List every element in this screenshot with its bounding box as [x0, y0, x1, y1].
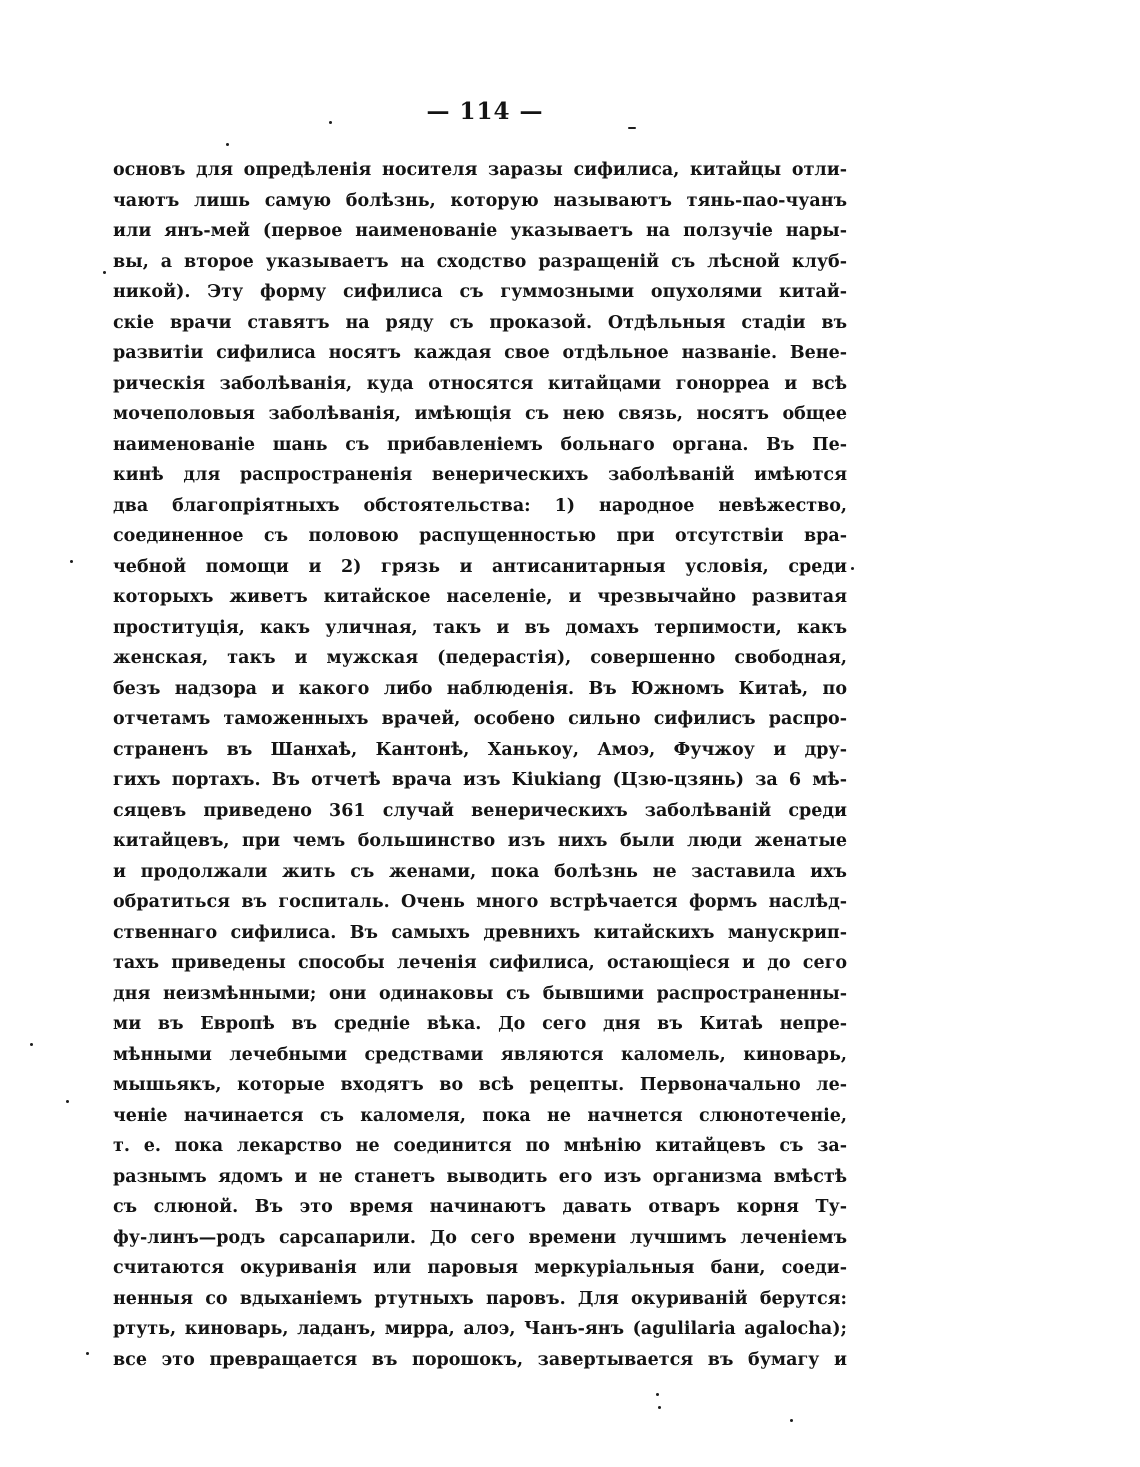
text-line: тахъ приведены способы леченія сифилиса, остающіеся и до сего	[113, 953, 847, 973]
text-line: разнымъ ядомъ и не станетъ выводить его изъ организма вмѣстѣ	[113, 1166, 847, 1187]
text-line: развитіи сифилиса носятъ каждая свое отдѣльное названіе. Вене-	[113, 343, 847, 363]
scan-speck	[70, 560, 73, 563]
text-line: вы, а второе указываетъ на сходство разращеній съ лѣсной клуб-	[113, 251, 847, 272]
body-text	[113, 155, 847, 1375]
page-number: — 114 —	[426, 98, 544, 125]
scan-speck	[628, 127, 636, 129]
text-line: обратиться въ госпиталь. Очень много встрѣчается формъ наслѣд-	[113, 892, 847, 912]
text-line: проституція, какъ уличная, такъ и въ домахъ терпимости, какъ	[113, 617, 847, 638]
text-line: кинѣ для распространенія венерическихъ заболѣваній имѣются	[113, 465, 847, 485]
text-line: дня неизмѣнными; они одинаковы съ бывшими распространенны-	[113, 983, 847, 1004]
text-line: ственнаго сифилиса. Въ самыхъ древнихъ китайскихъ манускрип-	[113, 922, 847, 943]
text-line: рическія заболѣванія, куда относятся китайцами гонорреа и всѣ	[113, 373, 847, 394]
text-line: мѣнными лечебными средствами являются каломель, киноварь,	[113, 1044, 847, 1065]
text-line: ненныя со вдыханіемъ ртутныхъ паровъ. Для окуриваній берутся:	[113, 1288, 847, 1309]
text-line: страненъ въ Шанхаѣ, Кантонѣ, Ханькоу, Амоэ, Фучжоу и дру-	[113, 739, 847, 760]
text-line: чебной помощи и 2) грязь и антисанитарныя условія, среди	[113, 556, 847, 577]
scan-speck	[226, 143, 229, 146]
text-line: ченіе начинается съ каломеля, пока не начнется слюнотеченіе,	[113, 1105, 847, 1126]
scan-speck	[851, 567, 854, 570]
text-line: ртуть, киноварь, ладанъ, мирра, алоэ, Чанъ-янъ (agulilaria agalocha);	[113, 1319, 847, 1339]
scan-speck	[656, 1393, 659, 1396]
text-line: ми въ Европѣ въ средніе вѣка. До сего дня въ Китаѣ непре-	[113, 1014, 847, 1034]
text-line: и продолжали жить съ женами, пока болѣзнь не заставила ихъ	[113, 861, 847, 882]
text-line: съ слюной. Въ это время начинаютъ давать отваръ корня Ту-	[113, 1197, 847, 1217]
text-line: скіе врачи ставятъ на ряду съ проказой. Отдѣльныя стадіи въ	[113, 312, 847, 333]
text-line: наименованіе шань съ прибавленіемъ больнаго органа. Въ Пе-	[113, 434, 847, 455]
text-line: соединенное съ половою распущенностью при отсутствіи вра-	[113, 526, 847, 546]
text-line: женская, такъ и мужская (педерастія), совершенно свободная,	[113, 648, 847, 668]
text-line: сяцевъ приведено 361 случай венерическихъ заболѣваній среди	[113, 800, 847, 821]
text-line: или янъ-мей (первое наименованіе указываетъ на ползучіе нары-	[113, 221, 847, 241]
scan-speck	[66, 1100, 69, 1103]
text-line: т. е. пока лекарство не соединится по мнѣнію китайцевъ съ за-	[113, 1136, 847, 1156]
text-line: фу-линъ—родъ сарсапарили. До сего времени лучшимъ леченіемъ	[113, 1227, 847, 1248]
text-line: мышьякъ, которые входятъ во всѣ рецепты. Первоначально ле-	[113, 1075, 847, 1095]
text-line: отчетамъ таможенныхъ врачей, особено сильно сифилисъ распро-	[113, 709, 847, 729]
scan-speck	[30, 1043, 33, 1046]
text-line: все это превращается въ порошокъ, завертывается въ бумагу и	[113, 1349, 847, 1370]
text-line: которыхъ живетъ китайское населеніе, и чрезвычайно развитая	[113, 587, 847, 607]
scan-speck	[658, 1406, 661, 1409]
text-line: никой). Эту форму сифилиса съ гуммозными опухолями китай-	[113, 282, 847, 302]
text-line: китайцевъ, при чемъ большинство изъ нихъ были люди женатые	[113, 831, 847, 851]
scan-speck	[86, 1352, 89, 1355]
text-line: два благопріятныхъ обстоятельства: 1) народное невѣжество,	[113, 495, 847, 516]
text-line: безъ надзора и какого либо наблюденія. Въ Южномъ Китаѣ, по	[113, 678, 847, 699]
text-line: чаютъ лишь самую болѣзнь, которую называютъ тянь-пао-чуанъ	[113, 190, 847, 211]
scan-speck	[329, 121, 332, 124]
text-line: основъ для опредѣленія носителя заразы сифилиса, китайцы отли-	[113, 160, 847, 180]
text-line: считаются окуриванія или паровыя меркуріальныя бани, соеди-	[113, 1258, 847, 1278]
scan-speck	[790, 1419, 793, 1422]
scan-speck	[103, 271, 106, 274]
text-line: мочеполовыя заболѣванія, имѣющія съ нею связь, носятъ общее	[113, 404, 847, 424]
text-line: гихъ портахъ. Въ отчетѣ врача изъ Kiukiang (Цзю-цзянь) за 6 мѣ-	[113, 770, 847, 790]
